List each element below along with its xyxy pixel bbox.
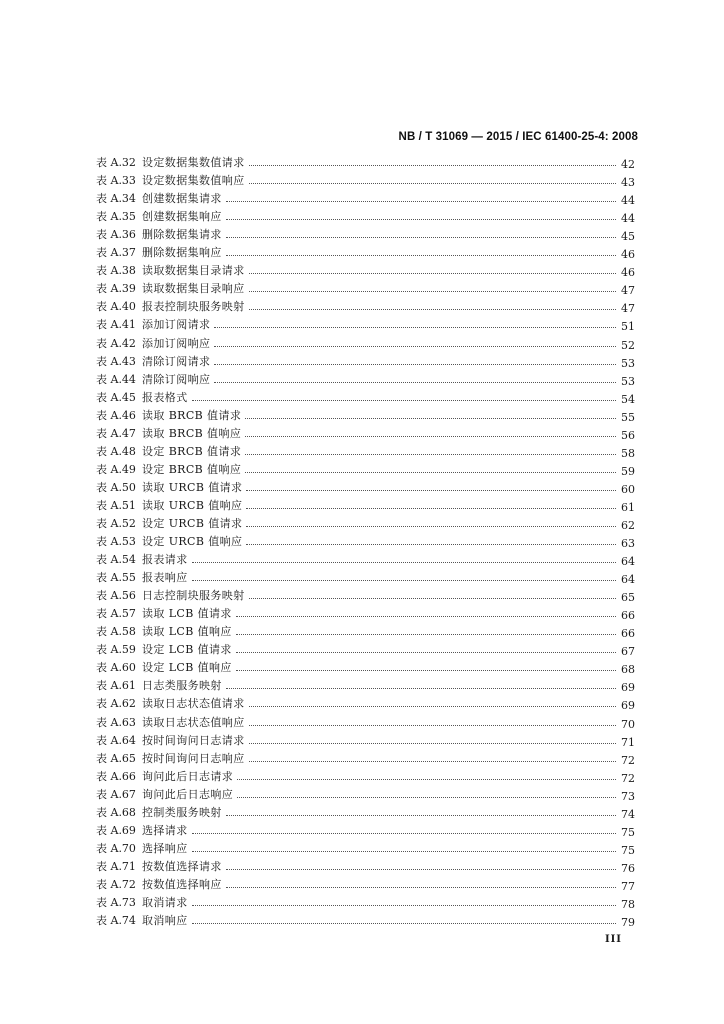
toc-entry-number: 表 A.43 [96, 354, 136, 368]
toc-dot-leader [192, 399, 616, 401]
toc-entry [96, 206, 635, 224]
toc-dot-leader [226, 200, 616, 202]
toc-entry-page: 69 [621, 699, 635, 713]
toc-dot-leader [226, 687, 616, 689]
toc-dot-leader [192, 832, 616, 834]
toc-entry [96, 711, 635, 729]
toc-entry [96, 369, 635, 387]
toc-entry [96, 639, 635, 657]
toc-dot-leader [214, 345, 616, 347]
toc-entry [96, 152, 635, 170]
toc-entry-title: 创建数据集响应 [142, 210, 222, 224]
toc-entry [96, 314, 635, 332]
toc-entry-number: 表 A.45 [96, 390, 136, 404]
toc-entry-number: 表 A.35 [96, 210, 136, 224]
toc-entry [96, 549, 635, 567]
toc-dot-leader [246, 543, 616, 545]
toc-entry-page: 47 [621, 302, 635, 316]
toc-entry-number: 表 A.65 [96, 751, 136, 765]
toc-entry-title: 按时间询问日志请求 [142, 733, 245, 747]
toc-entry-page: 72 [621, 753, 635, 767]
toc-entry-page: 61 [621, 500, 635, 514]
toc-dot-leader [226, 218, 616, 220]
toc-dot-leader [249, 742, 616, 744]
toc-entry-number: 表 A.41 [96, 318, 136, 332]
toc-entry-number: 表 A.47 [96, 426, 136, 440]
toc-entry [96, 802, 635, 820]
toc-entry-number: 表 A.44 [96, 372, 136, 386]
toc-entry-number: 表 A.63 [96, 715, 136, 729]
toc-entry-title: 询问此后日志响应 [142, 787, 234, 801]
toc-entry-title: 报表控制块服务映射 [142, 300, 245, 314]
toc-entry-number: 表 A.36 [96, 228, 136, 242]
toc-entry-number: 表 A.60 [96, 661, 136, 675]
toc-entry-title: 读取 LCB 值请求 [142, 607, 232, 621]
toc-entry-page: 64 [621, 573, 635, 587]
toc-entry-title: 创建数据集请求 [142, 192, 222, 206]
toc-dot-leader [226, 236, 616, 238]
toc-entry-page: 46 [621, 266, 635, 280]
toc-entry-page: 69 [621, 681, 635, 695]
toc-entry-title: 按数值选择请求 [142, 859, 222, 873]
toc-entry [96, 477, 635, 495]
toc-entry-number: 表 A.74 [96, 914, 136, 928]
toc-entry-number: 表 A.53 [96, 535, 136, 549]
toc-entry [96, 748, 635, 766]
toc-entry-title: 选择响应 [142, 841, 188, 855]
toc-entry-page: 60 [621, 482, 635, 496]
toc-entry-number: 表 A.52 [96, 516, 136, 530]
toc-entry [96, 657, 635, 675]
toc-entry [96, 603, 635, 621]
toc-entry-page: 73 [621, 789, 635, 803]
toc-entry-page: 74 [621, 807, 635, 821]
toc-entry-title: 添加订阅响应 [142, 336, 211, 350]
toc-entry-number: 表 A.70 [96, 841, 136, 855]
toc-entry [96, 441, 635, 459]
toc-entry-page: 42 [621, 158, 635, 172]
toc-entry-page: 65 [621, 591, 635, 605]
toc-entry [96, 513, 635, 531]
toc-dot-leader [214, 381, 616, 383]
toc-dot-leader [236, 669, 616, 671]
toc-entry-page: 62 [621, 518, 635, 532]
toc-entry-page: 67 [621, 645, 635, 659]
toc-entry-page: 54 [621, 392, 635, 406]
toc-entry-title: 设定 URCB 值请求 [142, 516, 243, 530]
toc-entry-number: 表 A.71 [96, 859, 136, 873]
toc-entry-title: 设定 LCB 值请求 [142, 643, 232, 657]
toc-entry-title: 删除数据集请求 [142, 228, 222, 242]
toc-dot-leader [249, 272, 616, 274]
toc-entry-page: 45 [621, 230, 635, 244]
toc-entry-title: 取消请求 [142, 895, 188, 909]
toc-entry-title: 日志控制块服务映射 [142, 589, 245, 603]
toc-entry-title: 读取 LCB 值响应 [142, 625, 232, 639]
toc-entry-page: 53 [621, 356, 635, 370]
toc-entry [96, 585, 635, 603]
toc-entry-title: 取消响应 [142, 914, 188, 928]
toc-entry [96, 387, 635, 405]
toc-entry-title: 报表响应 [142, 571, 188, 585]
toc-dot-leader [245, 453, 616, 455]
toc-entry [96, 242, 635, 260]
toc-entry [96, 332, 635, 350]
toc-dot-leader [246, 507, 616, 509]
toc-dot-leader [249, 290, 616, 292]
toc-dot-leader [236, 651, 616, 653]
toc-dot-leader [237, 796, 616, 798]
toc-dot-leader [246, 489, 616, 491]
toc-dot-leader [249, 164, 616, 166]
toc-entry-title: 日志类服务映射 [142, 679, 222, 693]
toc-entry-number: 表 A.55 [96, 571, 136, 585]
toc-dot-leader [249, 724, 616, 726]
toc-entry-title: 读取 URCB 值响应 [142, 498, 243, 512]
toc-entry [96, 351, 635, 369]
toc-dot-leader [226, 814, 616, 816]
toc-entry-title: 设定 URCB 值响应 [142, 535, 243, 549]
toc-entry-number: 表 A.64 [96, 733, 136, 747]
toc-entry-page: 52 [621, 338, 635, 352]
toc-dot-leader [249, 182, 616, 184]
toc-entry-number: 表 A.32 [96, 156, 136, 170]
toc-entry-page: 66 [621, 609, 635, 623]
toc-entry-title: 设定 BRCB 值响应 [142, 462, 242, 476]
toc-entry-title: 设定数据集数值响应 [142, 174, 245, 188]
toc-entry-number: 表 A.37 [96, 246, 136, 260]
toc-entry-title: 读取 BRCB 值响应 [142, 426, 242, 440]
toc-entry [96, 693, 635, 711]
toc-entry-number: 表 A.34 [96, 192, 136, 206]
toc-entry-number: 表 A.62 [96, 697, 136, 711]
toc-entry-number: 表 A.59 [96, 643, 136, 657]
toc-entry-number: 表 A.56 [96, 589, 136, 603]
toc-dot-leader [192, 904, 616, 906]
toc-entry-number: 表 A.68 [96, 805, 136, 819]
toc-dot-leader [192, 561, 616, 563]
toc-dot-leader [236, 633, 616, 635]
toc-entry-title: 添加订阅请求 [142, 318, 211, 332]
toc-entry-page: 55 [621, 410, 635, 424]
toc-entry-number: 表 A.50 [96, 480, 136, 494]
toc-dot-leader [192, 922, 616, 924]
toc-dot-leader [249, 705, 616, 707]
toc-entry-number: 表 A.40 [96, 300, 136, 314]
toc-entry-page: 53 [621, 374, 635, 388]
toc-entry-number: 表 A.42 [96, 336, 136, 350]
toc-entry-page: 63 [621, 537, 635, 551]
toc-entry-number: 表 A.39 [96, 282, 136, 296]
toc-dot-leader [226, 254, 616, 256]
toc-entry-number: 表 A.54 [96, 553, 136, 567]
toc-entry [96, 405, 635, 423]
toc-entry-page: 44 [621, 212, 635, 226]
toc-dot-leader [246, 525, 616, 527]
toc-entry-number: 表 A.66 [96, 769, 136, 783]
toc-entry [96, 766, 635, 784]
toc-entry-title: 读取日志状态值响应 [142, 715, 245, 729]
toc-entry-title: 读取数据集目录请求 [142, 264, 245, 278]
toc-dot-leader [236, 615, 616, 617]
toc-entry-page: 72 [621, 771, 635, 785]
table-of-contents [96, 152, 635, 928]
toc-entry-page: 79 [621, 916, 635, 930]
toc-entry [96, 188, 635, 206]
toc-entry-page: 77 [621, 879, 635, 893]
toc-entry-page: 71 [621, 735, 635, 749]
toc-dot-leader [226, 886, 616, 888]
toc-entry-title: 按数值选择响应 [142, 877, 222, 891]
toc-dot-leader [192, 579, 616, 581]
toc-entry-page: 51 [621, 320, 635, 334]
toc-entry [96, 278, 635, 296]
toc-entry [96, 567, 635, 585]
toc-entry-title: 设定 LCB 值响应 [142, 661, 232, 675]
toc-entry-page: 64 [621, 555, 635, 569]
toc-entry-title: 控制类服务映射 [142, 805, 222, 819]
toc-entry-number: 表 A.67 [96, 787, 136, 801]
toc-entry-number: 表 A.38 [96, 264, 136, 278]
toc-entry-number: 表 A.46 [96, 408, 136, 422]
toc-entry-title: 读取数据集目录响应 [142, 282, 245, 296]
toc-entry-page: 75 [621, 843, 635, 857]
toc-entry-title: 报表格式 [142, 390, 188, 404]
toc-entry-title: 报表请求 [142, 553, 188, 567]
toc-entry-page: 68 [621, 663, 635, 677]
standard-code-header: NB / T 31069 — 2015 / IEC 61400-25-4: 2008 [398, 131, 638, 143]
toc-entry-title: 清除订阅响应 [142, 372, 211, 386]
toc-entry-page: 47 [621, 284, 635, 298]
toc-dot-leader [192, 850, 616, 852]
toc-entry-title: 选择请求 [142, 823, 188, 837]
toc-entry-page: 75 [621, 825, 635, 839]
toc-entry-page: 44 [621, 194, 635, 208]
toc-entry [96, 874, 635, 892]
toc-entry [96, 459, 635, 477]
toc-entry [96, 260, 635, 278]
page-number: III [604, 934, 622, 945]
toc-entry [96, 495, 635, 513]
toc-dot-leader [226, 868, 616, 870]
toc-entry-number: 表 A.72 [96, 877, 136, 891]
toc-entry-number: 表 A.49 [96, 462, 136, 476]
toc-dot-leader [245, 435, 616, 437]
toc-entry-title: 清除订阅请求 [142, 354, 211, 368]
toc-entry-title: 删除数据集响应 [142, 246, 222, 260]
toc-entry [96, 784, 635, 802]
toc-entry-title: 询问此后日志请求 [142, 769, 234, 783]
toc-dot-leader [214, 326, 616, 328]
toc-entry [96, 296, 635, 314]
toc-entry [96, 820, 635, 838]
toc-entry-page: 59 [621, 464, 635, 478]
toc-entry-page: 70 [621, 717, 635, 731]
toc-entry-page: 66 [621, 627, 635, 641]
toc-entry-title: 设定 BRCB 值请求 [142, 444, 242, 458]
toc-dot-leader [245, 471, 616, 473]
toc-entry [96, 910, 635, 928]
toc-entry-page: 58 [621, 446, 635, 460]
toc-dot-leader [245, 417, 616, 419]
toc-entry [96, 838, 635, 856]
toc-entry [96, 423, 635, 441]
toc-entry-page: 78 [621, 897, 635, 911]
toc-entry [96, 531, 635, 549]
toc-entry-title: 读取 URCB 值请求 [142, 480, 243, 494]
toc-entry [96, 621, 635, 639]
toc-entry-number: 表 A.61 [96, 679, 136, 693]
toc-entry-title: 设定数据集数值请求 [142, 156, 245, 170]
toc-entry-title: 读取日志状态值请求 [142, 697, 245, 711]
toc-entry-title: 读取 BRCB 值请求 [142, 408, 242, 422]
toc-entry [96, 856, 635, 874]
toc-entry [96, 170, 635, 188]
toc-entry-number: 表 A.69 [96, 823, 136, 837]
toc-entry-page: 56 [621, 428, 635, 442]
toc-entry [96, 730, 635, 748]
toc-entry-number: 表 A.58 [96, 625, 136, 639]
toc-entry-number: 表 A.57 [96, 607, 136, 621]
toc-dot-leader [249, 760, 616, 762]
toc-entry [96, 224, 635, 242]
toc-dot-leader [237, 778, 616, 780]
toc-entry [96, 892, 635, 910]
toc-entry-number: 表 A.73 [96, 895, 136, 909]
toc-entry-title: 按时间询问日志响应 [142, 751, 245, 765]
toc-entry-number: 表 A.51 [96, 498, 136, 512]
toc-entry-number: 表 A.33 [96, 174, 136, 188]
toc-entry [96, 675, 635, 693]
toc-entry-page: 46 [621, 248, 635, 262]
toc-entry-page: 43 [621, 176, 635, 190]
toc-dot-leader [249, 597, 616, 599]
toc-dot-leader [214, 363, 616, 365]
toc-dot-leader [249, 308, 616, 310]
toc-entry-page: 76 [621, 861, 635, 875]
toc-entry-number: 表 A.48 [96, 444, 136, 458]
